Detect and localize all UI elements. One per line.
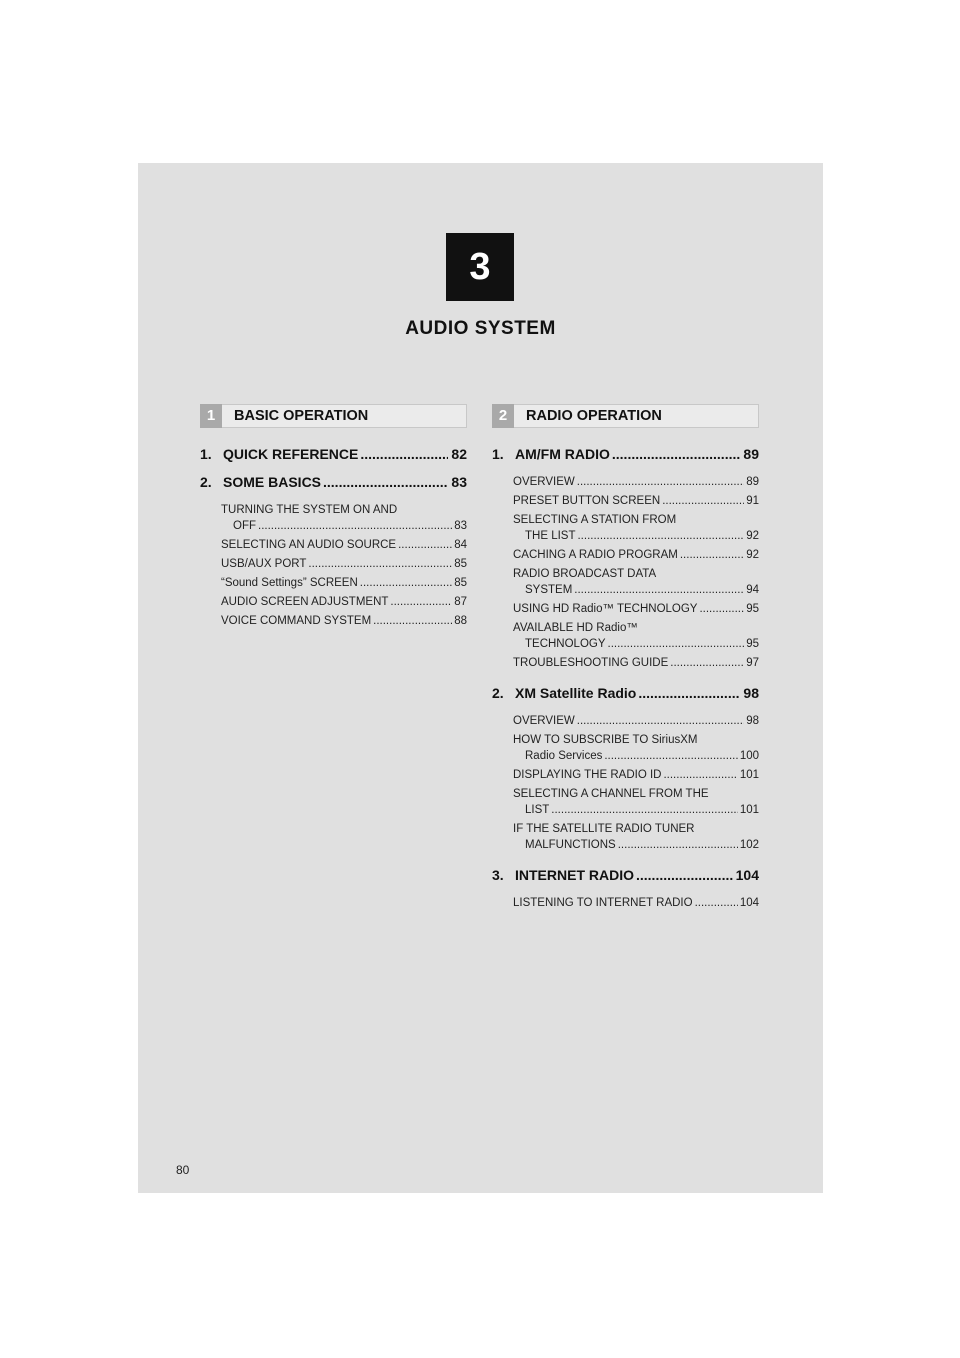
entry-label: AUDIO SCREEN ADJUSTMENT [221,596,389,608]
section-title: BASIC OPERATION [234,408,369,424]
entry-label: PRESET BUTTON SCREEN [513,495,661,507]
entry-label: LIST [525,804,550,816]
entry-label-line1: AVAILABLE HD Radio™ [513,622,638,634]
entry-line [513,493,759,509]
toc-entry-sub[interactable] [221,537,467,553]
entry-line [513,474,759,490]
entry-page: 97 [746,657,759,669]
entry-page: 89 [746,476,759,488]
entry-number: 1. [200,446,212,462]
entry-line [221,594,467,610]
leader-dots [662,493,744,509]
entry-page: 104 [739,897,759,909]
entry-page: 83 [451,474,467,490]
entry-label: QUICK REFERENCE [223,446,359,462]
entry-page: 98 [746,715,759,727]
sub-entry-list [513,474,759,671]
entry-line [221,537,467,553]
toc-entry-sub[interactable] [513,547,759,563]
entry-line [221,613,467,629]
toc-entry-sub[interactable] [513,821,759,853]
leader-dots [323,474,448,490]
leader-dots [663,767,737,783]
section-number: 1 [200,404,222,428]
toc-entry-sub[interactable] [513,713,759,729]
entry-line [221,518,467,534]
toc-entry-main[interactable] [492,446,759,462]
toc-entry-sub[interactable] [221,575,467,591]
toc-entry-sub[interactable] [221,594,467,610]
entry-label: LISTENING TO INTERNET RADIO [513,897,693,909]
entry-page: 83 [454,520,467,532]
leader-dots [577,713,744,729]
leader-dots [551,802,738,818]
entry-line [513,802,759,818]
entry-label: VOICE COMMAND SYSTEM [221,615,372,627]
entry-page: 82 [451,446,467,462]
toc-entry-sub[interactable] [221,502,467,534]
leader-dots [604,748,737,764]
entry-label: CACHING A RADIO PROGRAM [513,549,678,561]
entry-line [221,575,467,591]
entry-page: 84 [454,539,467,551]
entry-line [513,582,759,598]
entry-label-line1: SELECTING A STATION FROM [513,514,677,526]
leader-dots [373,613,452,629]
toc-entry-sub[interactable] [221,613,467,629]
entry-line [513,655,759,671]
entry-label: Radio Services [525,750,603,762]
entry-label: SOME BASICS [223,474,322,490]
leader-dots [608,636,745,652]
section-number: 2 [492,404,514,428]
entry-page: 92 [746,530,759,542]
entry-label: TECHNOLOGY [525,638,606,650]
leader-dots [695,895,738,911]
leader-dots [308,556,452,572]
entry-line [513,748,759,764]
toc-entry-sub[interactable] [513,601,759,617]
entry-page: 98 [743,685,759,701]
entry-label: INTERNET RADIO [515,867,634,883]
entry-label: DISPLAYING THE RADIO ID [513,769,662,781]
page-number: 80 [176,1163,190,1177]
section-title: RADIO OPERATION [526,408,662,424]
sub-entry-list [513,895,759,911]
entry-page: 87 [454,596,467,608]
entry-line [513,837,759,853]
toc-entry-sub[interactable] [513,895,759,911]
toc-entry-sub[interactable] [513,474,759,490]
entry-label: USING HD Radio™ TECHNOLOGY [513,603,698,615]
toc-entry-main[interactable] [200,474,467,490]
toc-entry-main[interactable] [492,685,759,701]
entry-line [513,713,759,729]
entry-label: OVERVIEW [513,715,575,727]
entry-label-line1: IF THE SATELLITE RADIO TUNER [513,823,695,835]
entry-line [513,895,759,911]
toc-entry-sub[interactable] [221,556,467,572]
entry-line [513,767,759,783]
entry-number: 2. [200,474,212,490]
leader-dots [390,594,452,610]
toc-column-radio-operation [492,446,759,925]
entry-page: 95 [746,603,759,615]
toc-entry-sub[interactable] [513,655,759,671]
chapter-title: AUDIO SYSTEM [405,318,556,339]
entry-label: XM Satellite Radio [515,685,637,701]
entry-label: SYSTEM [525,584,573,596]
entry-label: “Sound Settings” SCREEN [221,577,358,589]
toc-entry-sub[interactable] [513,620,759,652]
leader-dots [680,547,744,563]
leader-dots [574,582,744,598]
entry-label-line1: TURNING THE SYSTEM ON AND [221,504,398,516]
entry-page: 102 [739,839,759,851]
toc-entry-sub[interactable] [513,566,759,598]
entry-label: MALFUNCTIONS [525,839,616,851]
leader-dots [398,537,452,553]
entry-label-line1: SELECTING A CHANNEL FROM THE [513,788,709,800]
entry-label: SELECTING AN AUDIO SOURCE [221,539,397,551]
toc-entry-main[interactable] [492,867,759,883]
entry-page: 104 [735,867,759,883]
toc-column-basic-operation [200,446,467,643]
entry-number: 2. [492,685,504,701]
leader-dots [699,601,744,617]
entry-label: AM/FM RADIO [515,446,610,462]
entry-label: OVERVIEW [513,476,575,488]
sub-entry-list [221,502,467,629]
entry-line [513,528,759,544]
entry-page: 101 [739,804,759,816]
toc-entry-sub[interactable] [513,767,759,783]
leader-dots [577,474,744,490]
section-header-radio-operation [492,404,759,428]
toc-entry-main[interactable] [200,446,467,462]
chapter-number: 3 [469,245,491,288]
entry-label: THE LIST [525,530,576,542]
leader-dots [636,867,733,883]
entry-page: 91 [746,495,759,507]
leader-dots [258,518,452,534]
entry-label: TROUBLESHOOTING GUIDE [513,657,669,669]
section-header-basic-operation [200,404,467,428]
entry-page: 95 [746,638,759,650]
leader-dots [360,446,448,462]
entry-label: OFF [233,520,256,532]
entry-label-line1: HOW TO SUBSCRIBE TO SiriusXM [513,734,698,746]
entry-page: 88 [454,615,467,627]
entry-page: 92 [746,549,759,561]
entry-number: 1. [492,446,504,462]
toc-entry-sub[interactable] [513,786,759,818]
leader-dots [670,655,744,671]
leader-dots [638,685,740,701]
entry-page: 94 [746,584,759,596]
entry-page: 85 [454,558,467,570]
entry-label-line1: RADIO BROADCAST DATA [513,568,657,580]
leader-dots [612,446,741,462]
entry-line [513,547,759,563]
sub-entry-list [513,713,759,853]
entry-page: 100 [739,750,759,762]
entry-label: USB/AUX PORT [221,558,307,570]
toc-entry-sub[interactable] [513,732,759,764]
entry-page: 85 [454,577,467,589]
entry-page: 101 [739,769,759,781]
leader-dots [618,837,738,853]
entry-line [513,636,759,652]
entry-number: 3. [492,867,504,883]
entry-line [513,601,759,617]
entry-page: 89 [743,446,759,462]
leader-dots [577,528,744,544]
toc-entry-sub[interactable] [513,493,759,509]
toc-entry-sub[interactable] [513,512,759,544]
chapter-number-box [446,233,514,301]
leader-dots [360,575,452,591]
entry-line [221,556,467,572]
